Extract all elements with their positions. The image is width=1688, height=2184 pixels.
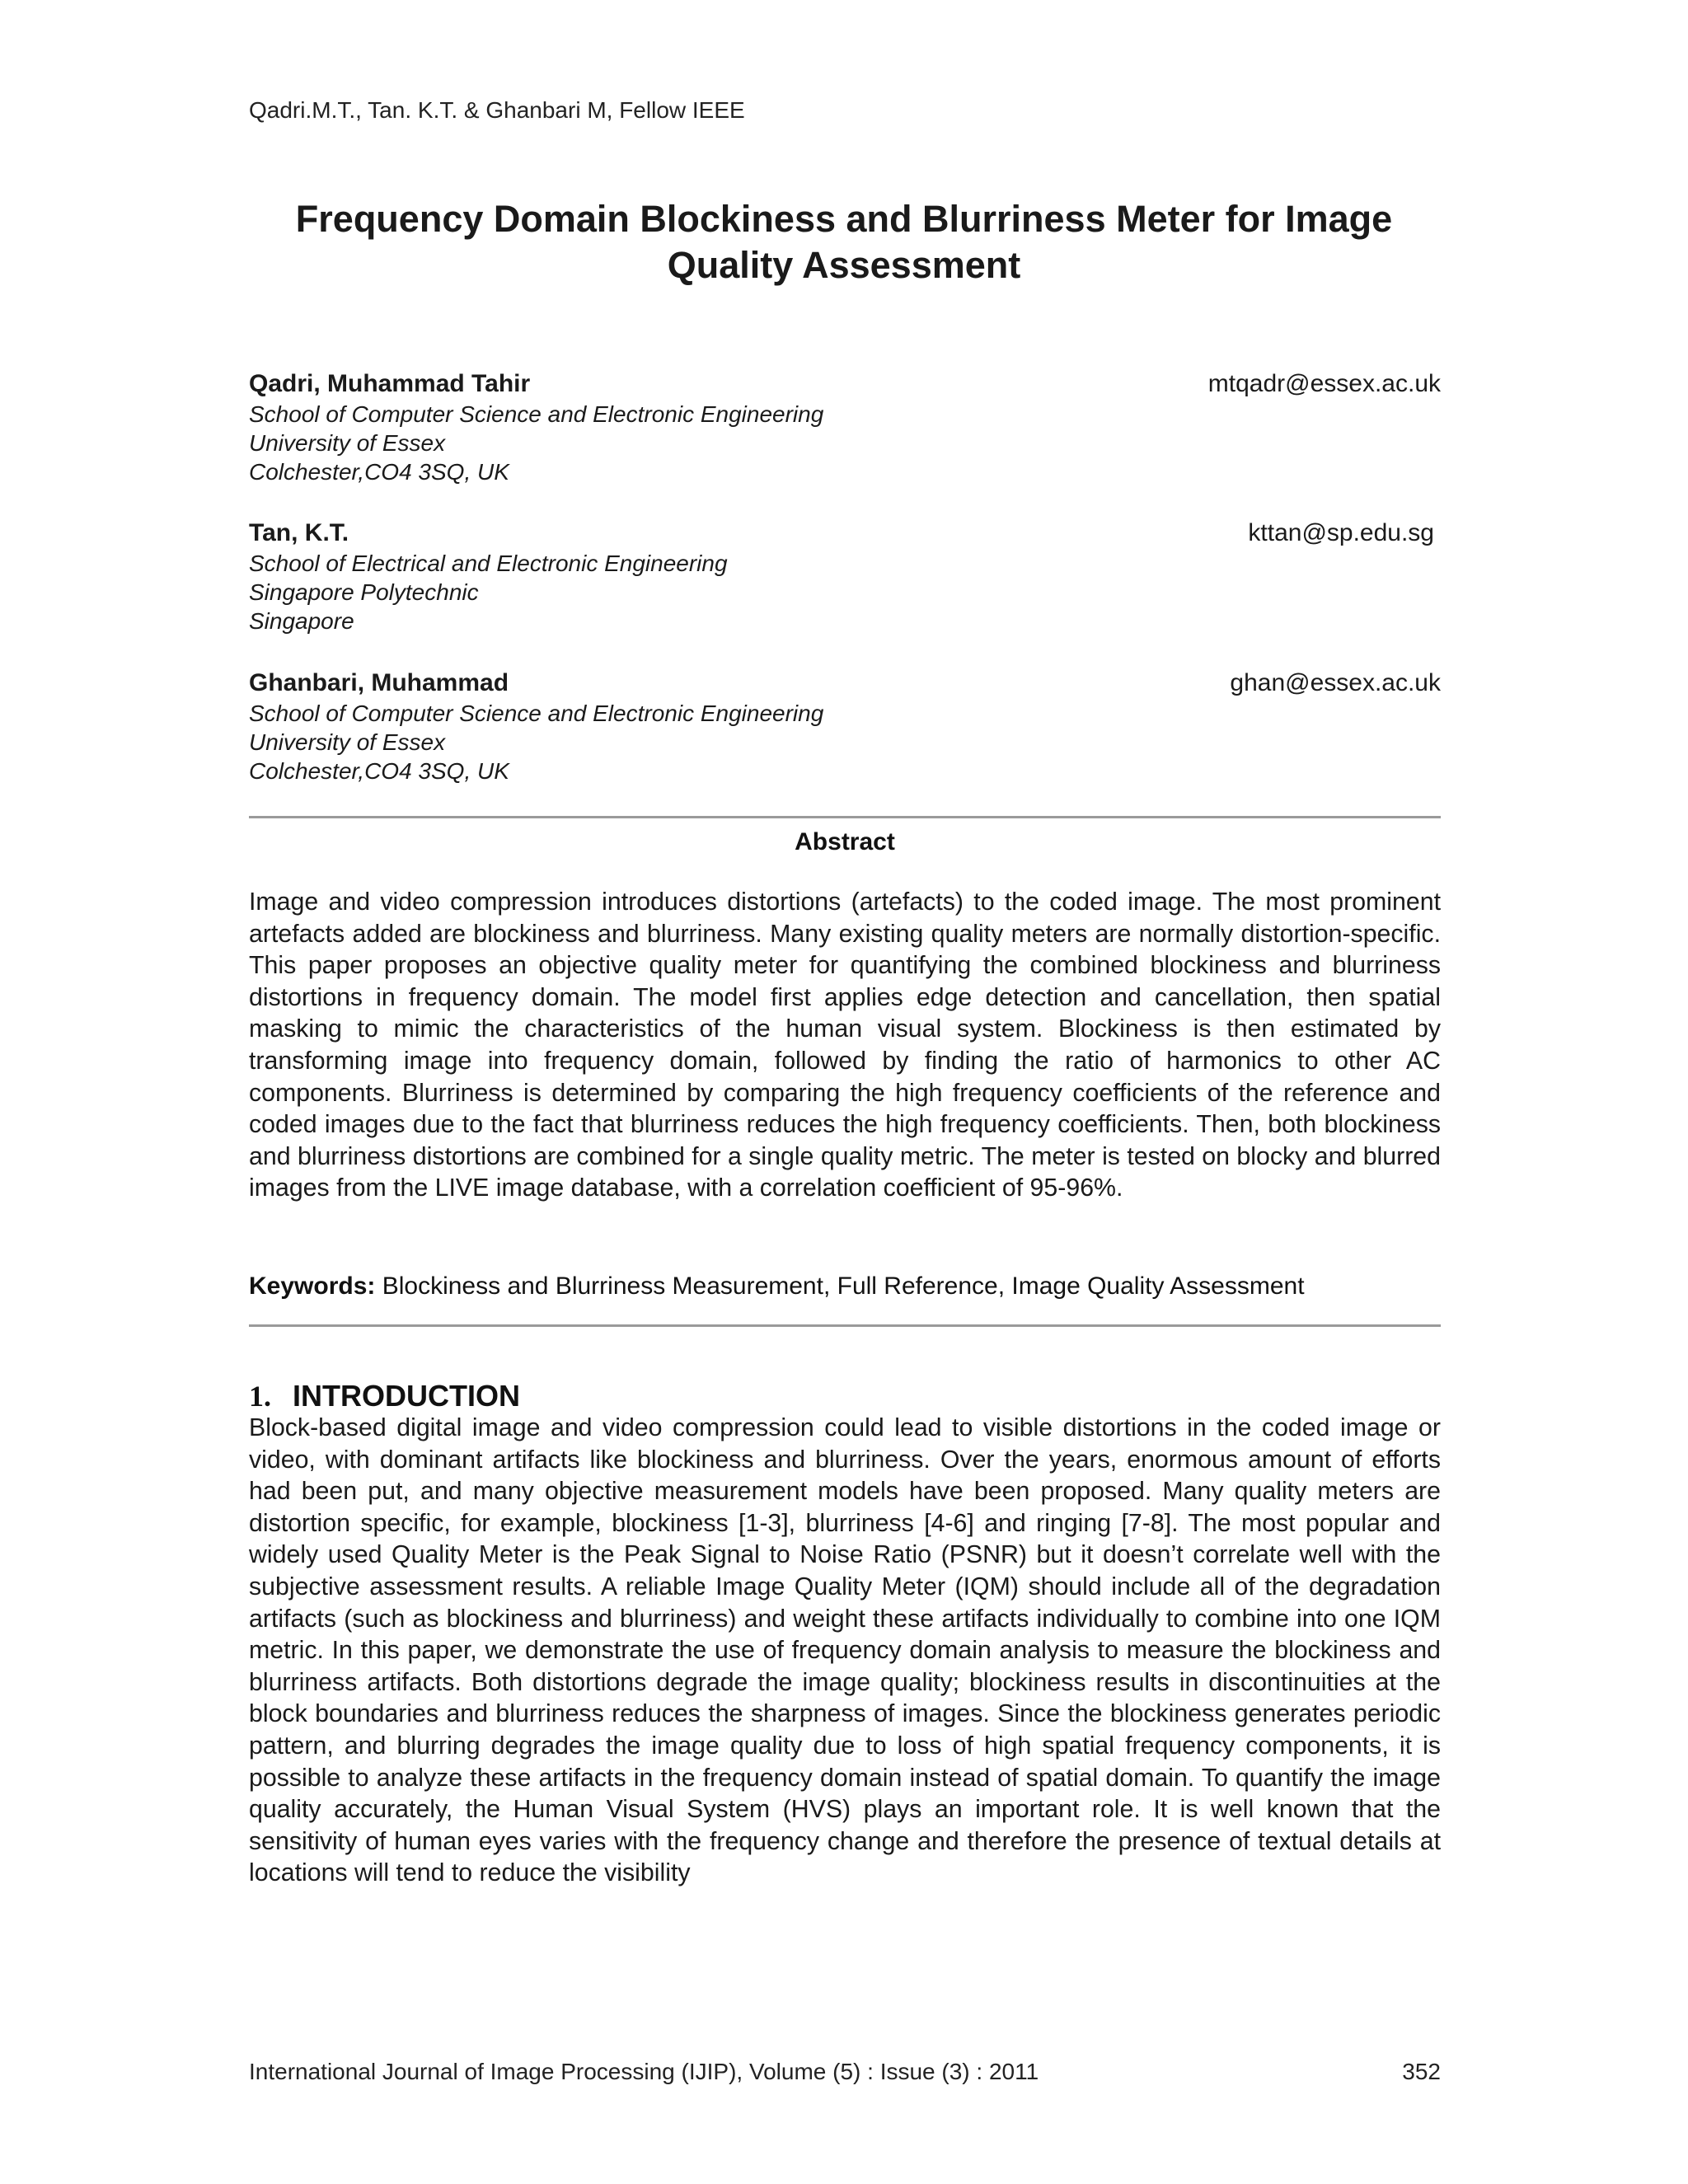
author-block-tan [249, 518, 1441, 635]
author-block-ghanbari [249, 668, 1441, 785]
author-block-qadri [249, 368, 1441, 486]
paper-title-line-2: Quality Assessment [667, 244, 1021, 286]
author-name: Ghanbari, Muhammad [249, 669, 509, 696]
section-number: 1. [249, 1380, 271, 1413]
paper-title-line-1: Frequency Domain Blockiness and Blurriness Meter for Image [295, 198, 1393, 240]
author-institution: University of Essex [249, 430, 446, 456]
abstract-bottom-rule [249, 1324, 1441, 1327]
author-institution: University of Essex [249, 729, 446, 755]
author-name: Tan, K.T. [249, 519, 349, 546]
section-title: INTRODUCTION [293, 1379, 520, 1413]
keywords-line [249, 1271, 1441, 1302]
author-email[interactable]: ghan@essex.ac.uk [1230, 669, 1441, 696]
keywords-text: Blockiness and Blurriness Measurement, Full Reference, Image Quality Assessment [375, 1272, 1305, 1300]
section-heading-introduction [249, 1378, 520, 1414]
keywords-label: Keywords: [249, 1272, 376, 1300]
author-location: Colchester,CO4 3SQ, UK [249, 758, 509, 784]
author-department: School of Computer Science and Electronic Engineering [249, 701, 824, 726]
abstract-top-rule [249, 816, 1441, 818]
footer-page-number: 352 [1402, 2059, 1441, 2084]
author-department: School of Computer Science and Electronic Engineering [249, 401, 824, 427]
introduction-text: Block-based digital image and video compression could lead to visible distortions in the coded image or video, with dominant artifacts like blockiness and blurriness. Over the years, enormous amount of efforts had been put, and many objective measurement models have been proposed. Many quality meters are distortion specific, for example, blockiness [1-3], blurriness [4-6] and ringing [7-8]. The most popular and widely used Quality Meter is the Peak Signal to Noise Ratio (PSNR) but it doesn’t correlate well with the subjective assessment results. A reliable Image Quality Meter (IQM) should include all of the degradation artifacts (such as blockiness and blurriness) and weight these artifacts individually to combine into one IQM metric. In this paper, we demonstrate the use of frequency domain analysis to measure the blockiness and blurriness artifacts. Both distortions degrade the image quality; blockiness results in discontinuities at the block boundaries and blurriness reduces the sharpness of images. Since the blockiness generates periodic pattern, and blurring degrades the image quality due to loss of high spatial frequency components, it is possible to analyze these artifacts in the frequency domain instead of spatial domain. To quantify the image quality accurately, the Human Visual System (HVS) plays an important role. It is well known that the sensitivity of human eyes varies with the frequency change and therefore the presence of textual details at locations will tend to reduce the visibility [249, 1414, 1441, 1887]
running-header: Qadri.M.T., Tan. K.T. & Ghanbari M, Fellow IEEE [249, 97, 745, 123]
paper-title [165, 196, 1523, 288]
author-name: Qadri, Muhammad Tahir [249, 370, 531, 397]
author-location: Colchester,CO4 3SQ, UK [249, 459, 509, 485]
abstract-heading: Abstract [795, 828, 895, 855]
author-institution: Singapore Polytechnic [249, 579, 479, 605]
author-email[interactable]: kttan@sp.edu.sg [1248, 519, 1434, 546]
author-email[interactable]: mtqadr@essex.ac.uk [1207, 370, 1441, 397]
author-department: School of Electrical and Electronic Engineering [249, 551, 728, 576]
footer-journal-citation: International Journal of Image Processing (IJIP), Volume (5) : Issue (3) : 2011 [249, 2059, 1039, 2084]
author-location: Singapore [249, 608, 354, 634]
abstract-text: Image and video compression introduces distortions (artefacts) to the coded image. The most prominent artefacts added are blockiness and blurriness. Many existing quality meters are normally distortion-specific. This paper proposes an objective quality meter for quantifying the combined blockiness and blurriness distortions in frequency domain. The model first applies edge detection and cancellation, then spatial masking to mimic the characteristics of the human visual system. Blockiness is then estimated by transforming image into frequency domain, followed by finding the ratio of harmonics to other AC components. Blurriness is determined by comparing the high frequency coefficients of the reference and coded images due to the fact that blurriness reduces the high frequency coefficients. Then, both blockiness and blurriness distortions are combined for a single quality metric. The meter is tested on blocky and blurred images from the LIVE image database, with a correlation coefficient of 95-96%. [249, 888, 1441, 1202]
